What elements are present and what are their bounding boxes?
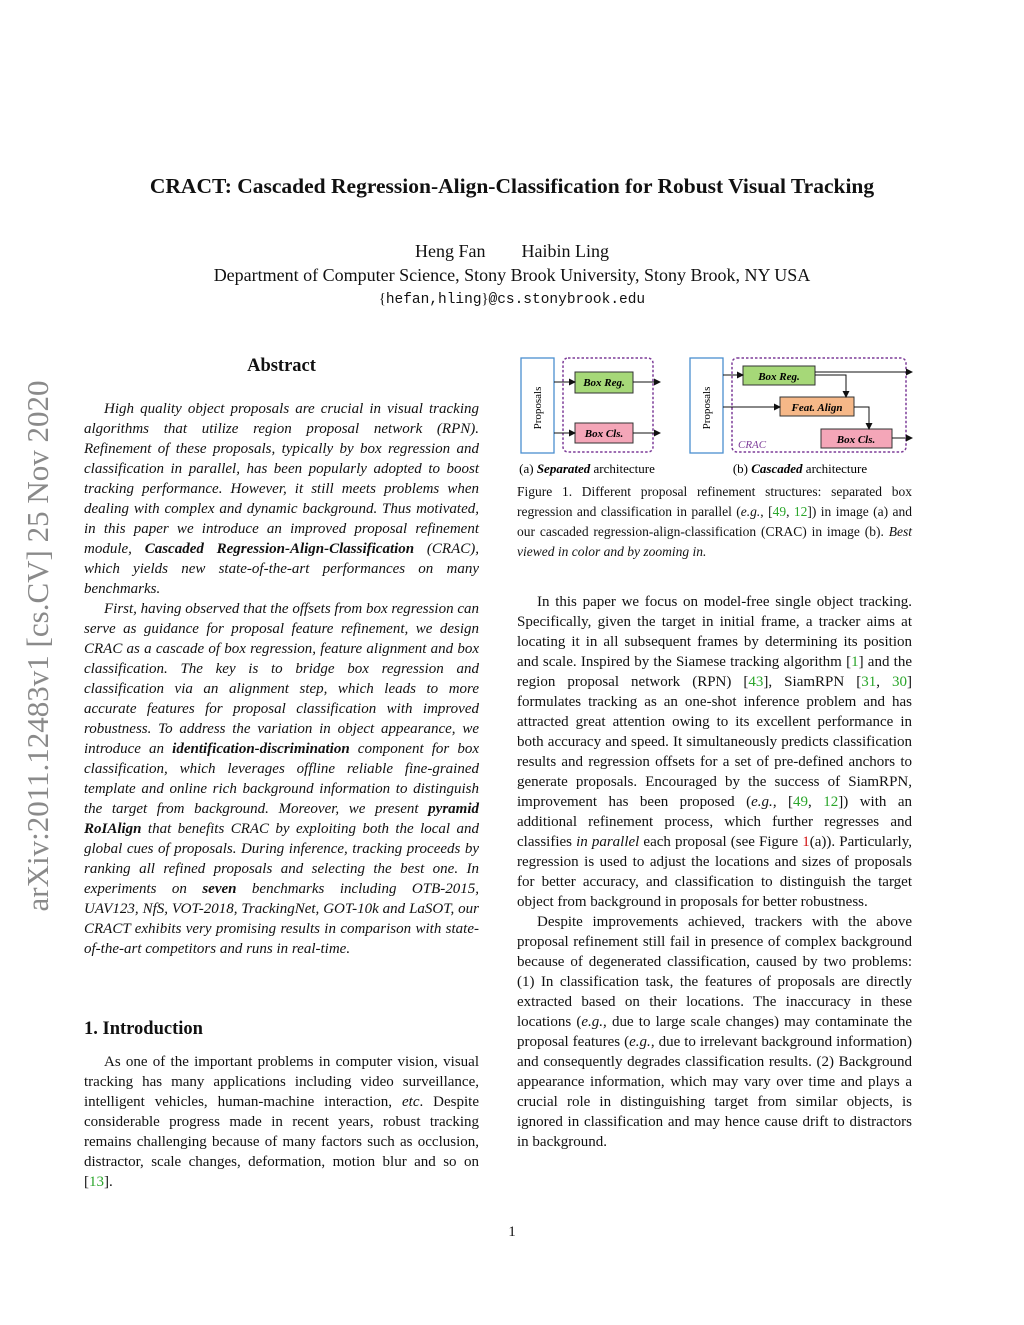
text-run: , [ (760, 504, 773, 519)
abstract-paragraph (84, 599, 479, 959)
text-run: . Despite considerable progress made in recent years, robust tracking remains challenging because of many factors such as occlusion, distractor, scale changes, deformation, motion blur and so on [ (84, 1094, 479, 1190)
paper-title: CRACT: Cascaded Regression-Align-Classification for Robust Visual Tracking (149, 174, 875, 198)
feat-align-label: Feat. Align (791, 402, 843, 414)
text-run: ] formulates tracking as an one-shot inference problem and has attracted great attention owing to its excellent performance in both accuracy and speed. It simultaneously predicts classification results and regression offsets for a set of pre-defined anchors to generate proposals. Encouraged by the success of SiamRPN, improvement has been proposed ( (517, 674, 912, 810)
text-run: In this paper we focus on model-free single object tracking. Specifically, given the target in initial frame, a tracker aims at locating it in all subsequent frames by determining its position and scale. Inspired by the Siamese tracking algorithm [ (517, 594, 912, 670)
text-run: , [ (772, 794, 794, 810)
intro-right-column (517, 592, 912, 1152)
text-run: , due to irrelevant background information) and consequently degrades classification results. (2) Background appearance information, which may vary over time and plays a crucial role in distinguishing target from similar objects, is ignored in classification and may hence cause drift to distractors in background. (517, 1034, 912, 1150)
box-reg-label: Box Reg. (583, 377, 625, 389)
citation-link[interactable]: 30 (892, 674, 907, 690)
text-run: , (876, 674, 892, 690)
citation-link[interactable]: 49 (772, 504, 787, 519)
subcaption-b: (b) Cascaded architecture (732, 461, 868, 476)
text-run: Despite improvements achieved, trackers with the above proposal refinement still fail in presence of complex background because of degenerated classification, caused by two problems: (1) In classification task, the features of proposals are directly extracted based on their locations. The inaccuracy in these locations ( (517, 914, 912, 1030)
citation-link[interactable]: 12 (793, 504, 808, 519)
text-run: (CRAC), which yields new state-of-the-art performances on many benchmarks. (84, 541, 480, 597)
emphasis: e.g. (581, 1014, 604, 1030)
emphasis: Cascaded Regression-Align-Classification (144, 541, 415, 557)
emphasis: pyramid RoIAlign (84, 801, 479, 837)
proposals-label: Proposals (701, 386, 713, 430)
text-run: ] and the region proposal network (RPN) [ (517, 654, 912, 690)
text-run: , (808, 794, 824, 810)
intro-left-column (84, 1052, 479, 1192)
figure-diagram (517, 352, 914, 482)
text-run: Figure 1. Different proposal refinement structures: separated box regression and classification in parallel ( (517, 484, 912, 519)
email-brace: { (378, 291, 386, 307)
emphasis: e.g. (740, 504, 761, 519)
email-brace: } (481, 291, 489, 307)
text-run: ], SiamRPN [ (763, 674, 862, 690)
text-run: , (786, 504, 794, 519)
text-run: , due to large scale changes) may contaminate the proposal features ( (517, 1014, 912, 1050)
figure-caption (517, 482, 912, 562)
body-paragraph (517, 592, 912, 912)
box-cls-label: Box Cls. (584, 428, 624, 440)
proposals-label: Proposals (532, 386, 544, 430)
arxiv-stamp (16, 350, 60, 942)
emphasis: seven (202, 881, 237, 897)
abstract-paragraph (84, 399, 479, 599)
citation-link[interactable]: 43 (748, 674, 764, 690)
citation-link[interactable]: 13 (89, 1174, 104, 1190)
email-users: hefan,hling (385, 292, 482, 308)
figure-ref-link[interactable]: 1 (802, 834, 810, 850)
citation-link[interactable]: 49 (793, 794, 809, 810)
citation-link[interactable]: 1 (851, 654, 859, 670)
emphasis: etc (402, 1094, 420, 1110)
affiliation: Department of Computer Science, Stony Brook University, Stony Brook, NY USA (213, 265, 811, 285)
abstract-heading: Abstract (247, 356, 316, 376)
subcaption-a: (a) Separated architecture (519, 461, 655, 476)
box-cls-label: Box Cls. (836, 434, 876, 446)
author-list (0, 241, 1024, 262)
body-paragraph (84, 1052, 479, 1192)
text-run: (a)). Particularly, regression is used to adjust the locations and sizes of proposals for better accuracy, and classification to distinguish the target object from background in proposals for better robustness. (517, 834, 912, 910)
text-run: First, having observed that the offsets from box regression can serve as guidance for proposal feature refinement, we design CRAC as a cascade of box regression, feature alignment and box classification. The key is to bridge box regression and classification via an alignment step, which leads to more accurate features for proposal classification with improved robustness. To address the variation in object appearance, we introduce an (84, 601, 479, 757)
emphasis: e.g. (751, 794, 773, 810)
emphasis: in parallel (576, 834, 640, 850)
text-run: ]) with an additional refinement process, which further regresses and classifies (517, 794, 912, 850)
text-run: that benefits CRAC by exploiting both the local and global cues of proposals. During inference, tracking proceeds by ranking all refined proposals and selecting the best one. In experiments on (84, 821, 479, 897)
citation-link[interactable]: 12 (823, 794, 839, 810)
author-email (0, 291, 1024, 308)
author-name: Heng Fan (415, 241, 486, 261)
arrow (815, 375, 846, 397)
text-run: component for box classification, which leverages offline reliable fine-grained template and online rich background information to distinguish the target from background. Moreover, we present (84, 741, 479, 817)
section-heading: 1. Introduction (84, 1019, 203, 1039)
crac-label: CRAC (738, 439, 767, 451)
arxiv-stamp-text: arXiv:2011.12483v1 [cs.CV] 25 Nov 2020 (20, 380, 55, 912)
text-run: ]. (104, 1174, 113, 1190)
abstract-body (84, 399, 479, 959)
arrow (854, 407, 869, 429)
emphasis: e.g. (629, 1034, 651, 1050)
emphasis: identification-discrimination (172, 741, 350, 757)
text-run: As one of the important problems in computer vision, visual tracking has many applications including video surveillance, intelligent vehicles, human-machine interaction, (84, 1054, 479, 1110)
email-domain: @cs.stonybrook.edu (488, 292, 646, 308)
page-number: 1 (508, 1224, 516, 1240)
text-run: each proposal (see Figure (639, 834, 803, 850)
figure-1 (517, 352, 914, 482)
text-run: ]) in image (a) and our cascaded regression-align-classification (CRAC) in image (b). (517, 504, 913, 539)
author-name: Haibin Ling (521, 241, 609, 261)
body-paragraph (517, 912, 912, 1152)
emphasis: Best viewed in color and by zooming in. (517, 524, 912, 559)
text-run: benchmarks including OTB-2015, UAV123, NfS, VOT-2018, TrackingNet, GOT-10k and LaSOT, our CRACT exhibits very promising results in comparison with state-of-the-art competitors and runs in real-time. (84, 881, 479, 957)
box-reg-label: Box Reg. (758, 371, 800, 383)
citation-link[interactable]: 31 (861, 674, 877, 690)
text-run: High quality object proposals are crucial in visual tracking algorithms that utilize region proposal network (RPN). Refinement of these proposals, typically by box regression and classification in parallel, has been popularly adopted to boost tracking performance. However, it still meets problems when dealing with complex and dynamic background. Thus motivated, in this paper we introduce an improved proposal refinement module, (84, 401, 479, 557)
diagram-a (521, 358, 660, 453)
diagram-b (690, 358, 912, 453)
